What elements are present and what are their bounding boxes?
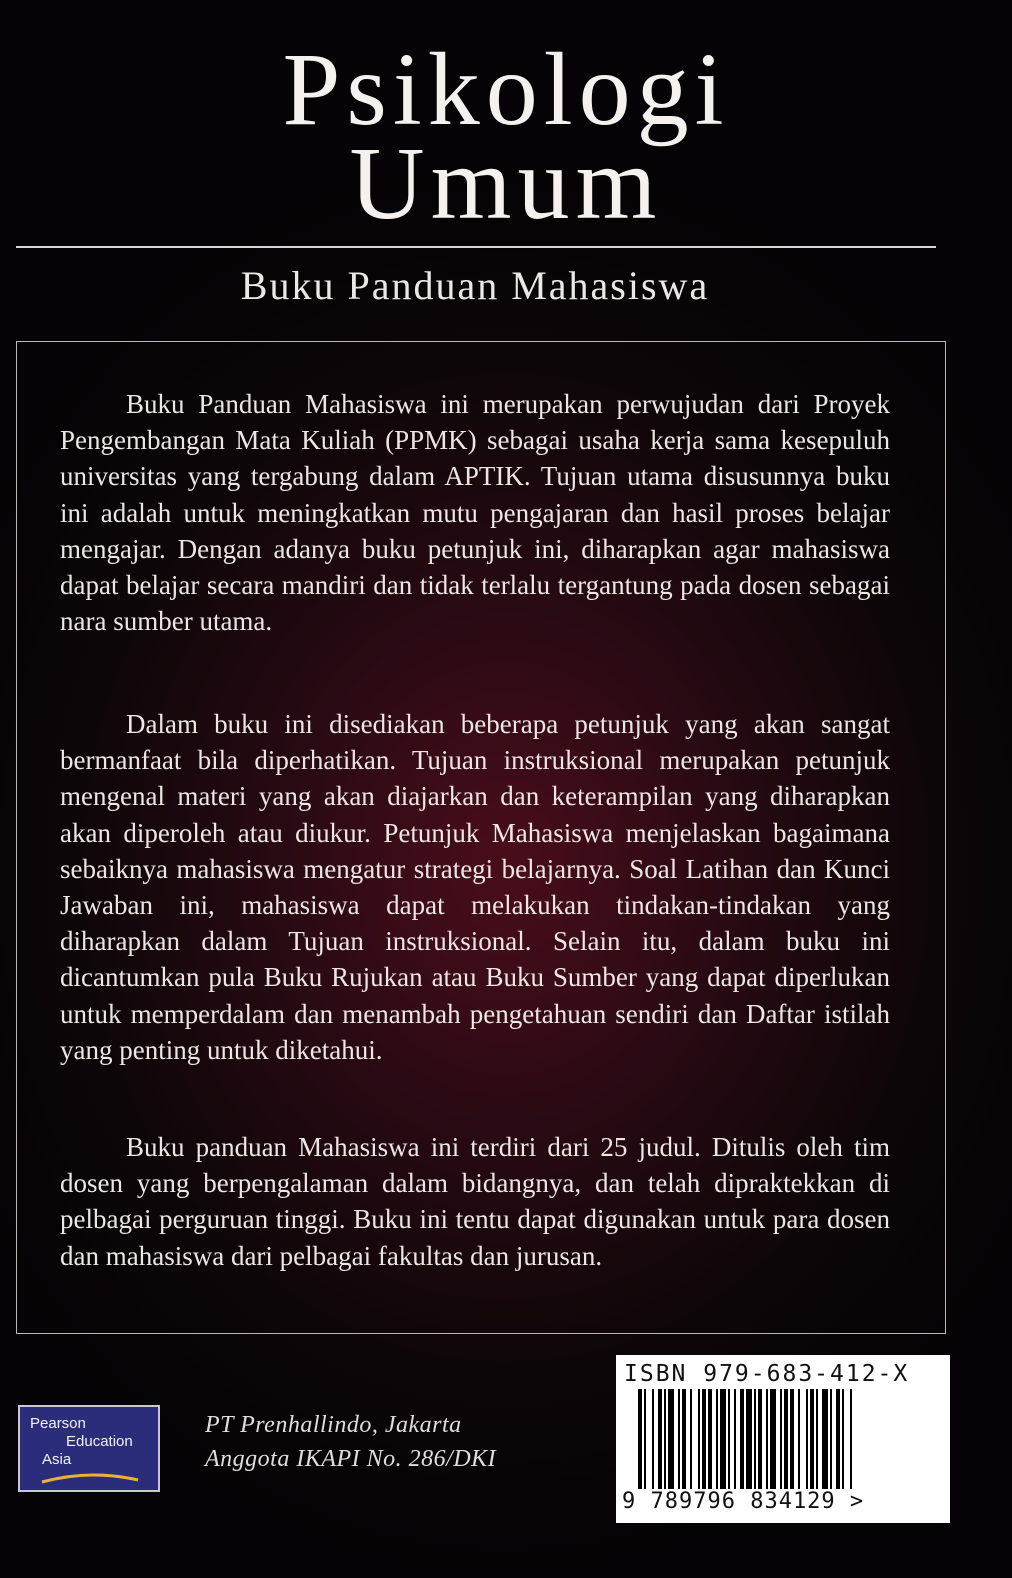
- description-paragraph-1: Buku Panduan Mahasiswa ini merupakan perwujudan dari Proyek Pengembangan Mata Kuliah (PPMK) sebagai usaha kerja sama kesepuluh universitas yang tergabung dalam APTIK. Tujuan utama disusunnya buku ini adalah untuk meningkatkan mutu pengajaran dan hasil proses belajar mengajar. Dengan adanya buku petunjuk ini, diharapkan agar mahasiswa dapat belajar secara mandiri dan tidak terlalu tergantung pada dosen sebagai nara sumber utama.: [60, 389, 890, 637]
- barcode-digits: 9 789796 834129 >: [622, 1489, 865, 1514]
- book-subtitle: Buku Panduan Mahasiswa: [240, 263, 710, 308]
- isbn-label: ISBN 979-683-412-X: [624, 1361, 910, 1387]
- book-title-line2: Umum: [349, 126, 663, 241]
- logo-text-asia: Asia: [42, 1451, 72, 1468]
- description-paragraph-3: Buku panduan Mahasiswa ini terdiri dari 25 judul. Ditulis oleh tim dosen yang berpengalaman dalam bidangnya, dan telah dipraktekkan di pelbagai perguruan tinggi. Buku ini tentu dapat digunakan untuk para dosen dan mahasiswa dari pelbagai fakultas dan jurusan.: [60, 1132, 890, 1271]
- isbn-barcode-panel: [616, 1355, 950, 1523]
- publisher-logo: [18, 1405, 160, 1492]
- logo-text-education: Education: [66, 1433, 133, 1450]
- book-title-line1: Psikologi: [282, 32, 730, 147]
- logo-text-pearson: Pearson: [30, 1415, 86, 1432]
- publisher-membership: Anggota IKAPI No. 286/DKI: [205, 1446, 497, 1472]
- barcode-icon: [638, 1389, 934, 1489]
- description-paragraph-2: Dalam buku ini disediakan beberapa petunjuk yang akan sangat bermanfaat bila diperhatikan. Tujuan instruksional merupakan petunjuk mengenal materi yang akan diajarkan dan keterampilan yang diharapkan akan diperoleh atau diukur. Petunjuk Mahasiswa menjelaskan bagaimana sebaiknya mahasiswa mengatur strategi belajarnya. Soal Latihan dan Kunci Jawaban ini, mahasiswa dapat melakukan tindakan-tindakan yang diharapkan dalam Tujuan instruksional. Selain itu, dalam buku ini dicantumkan pula Buku Rujukan atau Buku Sumber yang dapat diperlukan untuk memperdalam dan menambah pengetahuan sendiri dan Daftar istilah yang penting untuk diketahui.: [60, 709, 890, 1065]
- title-divider: [16, 246, 936, 248]
- logo-swoosh-icon: [40, 1471, 140, 1485]
- publisher-name: PT Prenhallindo, Jakarta: [205, 1412, 462, 1438]
